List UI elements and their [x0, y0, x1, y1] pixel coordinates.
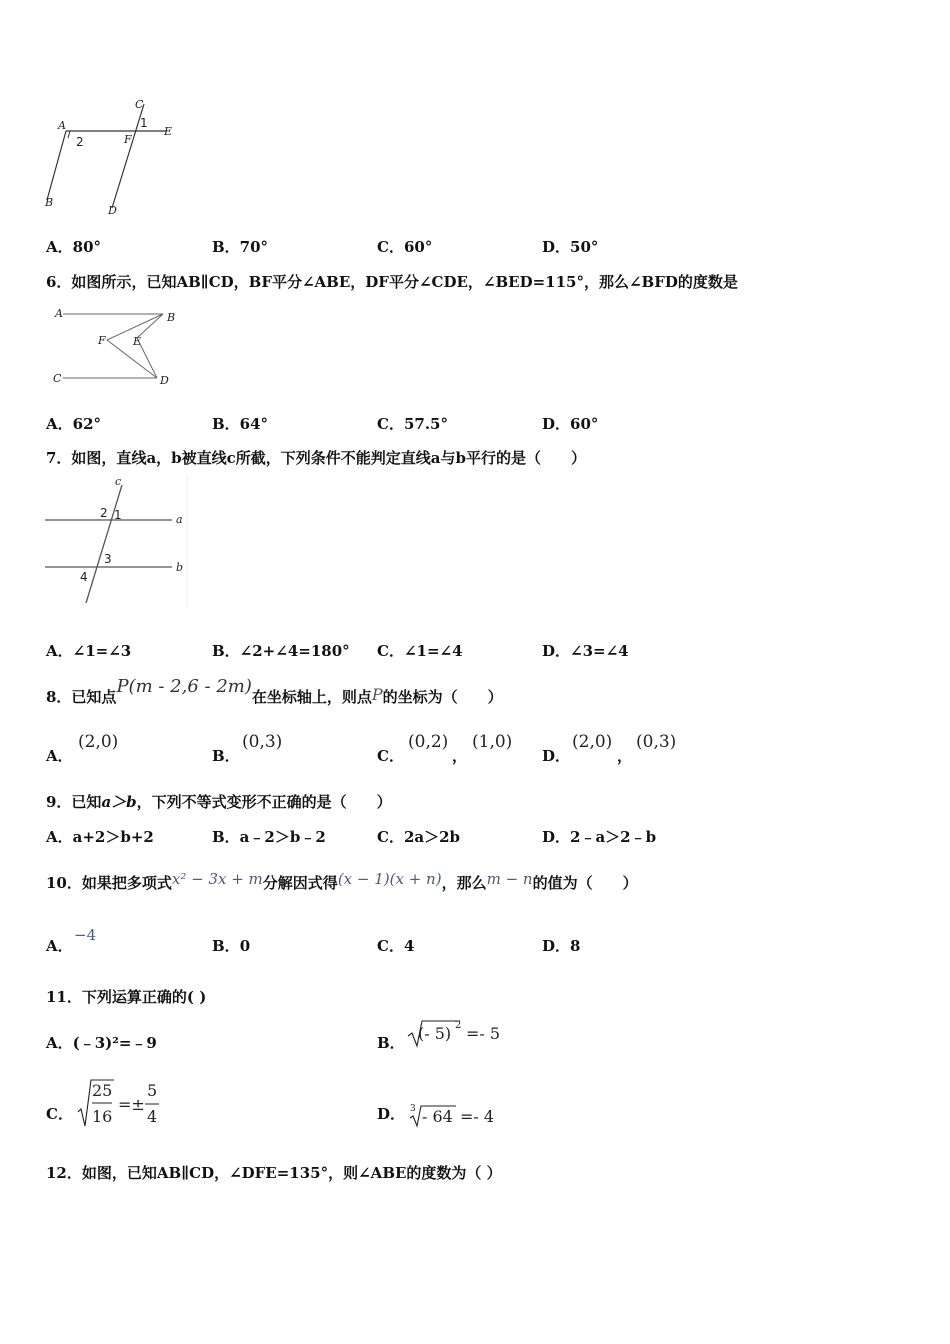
q5-label-f: F [124, 133, 132, 146]
q7-label-a: a [176, 513, 183, 526]
q5-label-2: 2 [76, 135, 84, 149]
q9-option-b[interactable]: B．a﹣2＞b﹣2 [212, 828, 326, 846]
q11-option-b-radicand: (- 5) [418, 1024, 452, 1043]
q8-point: P [371, 685, 383, 704]
q10-middle2: ，那么 [441, 874, 487, 892]
q10-option-c[interactable] [377, 935, 414, 956]
q10-suffix: 的值为（ ） [532, 874, 638, 892]
q5-option-c[interactable]: C．60° [377, 238, 433, 256]
q6-option-c[interactable]: C．57.5° [377, 415, 448, 433]
q9-option-c[interactable]: C．2a＞2b [377, 828, 461, 846]
q11-option-d-rhs: =- 4 [460, 1107, 495, 1126]
q8-stem [46, 676, 503, 706]
q11-option-c-rnum: 5 [147, 1081, 158, 1100]
q6-label-d: D [160, 374, 169, 387]
q8-option-b-letter: B． [212, 747, 240, 765]
q6-figure [45, 302, 195, 392]
q8-option-b[interactable] [212, 745, 240, 766]
q7-option-c[interactable]: C．∠1=∠4 [377, 642, 463, 660]
q11-option-a[interactable] [46, 1032, 157, 1053]
q10-option-c-value: 4 [403, 937, 415, 955]
q6-label-c: C [53, 372, 62, 385]
q11-stem: 11．下列运算正确的( ) [46, 988, 207, 1006]
q10-option-a-letter: A． [46, 937, 73, 955]
q10-option-a-value: −4 [74, 926, 97, 944]
q5-label-b: B [45, 196, 54, 209]
q11-option-b[interactable] [377, 1032, 405, 1053]
q11-option-d-letter: D． [377, 1105, 406, 1123]
q8-option-c-value-2: (1,0) [472, 732, 513, 752]
q10-factored: (x − 1)(x + n) [337, 870, 442, 888]
q8-option-a-value: (2,0) [78, 732, 119, 752]
q6-label-f: F [98, 334, 106, 347]
q11-option-a-letter: A． [46, 1034, 73, 1052]
q10-option-d-value: 8 [570, 937, 581, 955]
q8-option-d-value-1: (2,0) [572, 732, 613, 752]
q8-option-c-sep: ， [452, 747, 468, 765]
q11-option-c-num: 25 [92, 1081, 113, 1100]
q11-option-d-radicand: - 64 [422, 1107, 453, 1126]
q7-label-c: c [115, 475, 122, 488]
q8-formula: P(m - 2,6 - 2m) [116, 676, 252, 697]
q10-option-b-value: 0 [239, 937, 251, 955]
q8-option-c-value-1: (0,2) [408, 732, 449, 752]
q5-label-d: D [108, 204, 117, 217]
q6-option-b[interactable]: B．64° [212, 415, 269, 433]
q10-middle: 分解因式得 [262, 874, 338, 892]
q10-prefix: 10．如果把多项式 [46, 874, 172, 892]
q6-label-b: B [167, 311, 176, 324]
q11-option-b-exp: 2 [455, 1020, 462, 1031]
q11-option-d-index: 3 [410, 1104, 416, 1114]
q9-suffix: ，下列不等式变形不正确的是（ ） [136, 793, 392, 811]
q7-label-2: 2 [100, 506, 108, 520]
q7-figure [44, 475, 190, 611]
q5-option-b[interactable]: B．70° [212, 238, 269, 256]
q7-label-4: 4 [80, 570, 88, 584]
q10-option-a[interactable] [46, 935, 73, 956]
q10-poly: x² − 3x + m [171, 870, 263, 888]
q8-option-d-sep: ， [617, 747, 633, 765]
q8-option-d[interactable] [542, 745, 570, 766]
q8-option-c-letter: C． [377, 747, 404, 765]
q10-stem [46, 868, 638, 892]
q5-option-d[interactable]: D．50° [542, 238, 599, 256]
q5-label-c: C [135, 98, 144, 111]
q9-option-a[interactable]: A．a+2＞b+2 [46, 828, 154, 846]
q10-option-b[interactable] [212, 935, 250, 956]
q8-prefix: 8．已知点 [46, 688, 117, 706]
q8-option-d-letter: D． [542, 747, 571, 765]
q6-option-d[interactable]: D．60° [542, 415, 599, 433]
q9-condition: a＞b [101, 793, 137, 811]
q6-label-a: A [55, 307, 63, 320]
q11-option-c[interactable] [46, 1103, 73, 1124]
q11-option-c-den: 16 [92, 1107, 113, 1126]
q8-option-a[interactable] [46, 745, 73, 766]
q12-stem: 12．如图，已知AB∥CD，∠DFE=135°，则∠ABE的度数为（ ） [46, 1164, 502, 1182]
q8-option-a-letter: A． [46, 747, 73, 765]
q9-option-d[interactable]: D．2﹣a＞2﹣b [542, 828, 657, 846]
q8-option-c[interactable] [377, 745, 404, 766]
q11-option-c-fraction-bar [144, 1103, 160, 1105]
q5-option-a[interactable]: A．80° [46, 238, 102, 256]
q11-option-d[interactable] [377, 1103, 405, 1124]
q8-option-d-value-2: (0,3) [636, 732, 677, 752]
q11-option-c-rden: 4 [147, 1107, 158, 1126]
q11-option-b-letter: B． [377, 1034, 405, 1052]
q10-option-d[interactable] [542, 935, 580, 956]
q10-option-d-letter: D． [542, 937, 571, 955]
q7-stem: 7．如图，直线a，b被直线c所截，下列条件不能判定直线a与b平行的是（ ） [46, 449, 586, 467]
q9-stem [46, 791, 392, 812]
q8-option-b-value: (0,3) [242, 732, 283, 752]
q11-option-c-eq: =± [118, 1095, 145, 1114]
q8-middle: 在坐标轴上，则点 [251, 688, 372, 706]
q10-option-b-letter: B． [212, 937, 240, 955]
q6-label-e: E [133, 335, 142, 348]
q5-figure [40, 96, 190, 221]
q7-option-b[interactable]: B．∠2+∠4=180° [212, 642, 350, 660]
q5-label-1: 1 [140, 116, 148, 130]
q8-suffix: 的坐标为（ ） [382, 688, 503, 706]
q7-label-3: 3 [104, 552, 112, 566]
q7-label-1: 1 [114, 508, 122, 522]
q5-label-e: E [164, 125, 173, 138]
q10-option-c-letter: C． [377, 937, 404, 955]
q6-option-a[interactable]: A．62° [46, 415, 102, 433]
q7-option-d[interactable]: D．∠3=∠4 [542, 642, 629, 660]
q11-option-b-rhs: =- 5 [466, 1024, 501, 1043]
q7-label-b: b [176, 561, 184, 574]
q7-option-a[interactable]: A．∠1=∠3 [46, 642, 132, 660]
q6-stem: 6．如图所示，已知AB∥CD，BF平分∠ABE，DF平分∠CDE，∠BED=115°，那么∠BFD的度数是 [46, 273, 738, 291]
q11-option-a-expr: (﹣3)²=﹣9 [72, 1034, 157, 1052]
q11-option-c-letter: C． [46, 1105, 73, 1123]
q9-prefix: 9．已知 [46, 793, 102, 811]
q10-expr: m − n [486, 870, 533, 888]
q5-label-a: A [58, 119, 66, 132]
